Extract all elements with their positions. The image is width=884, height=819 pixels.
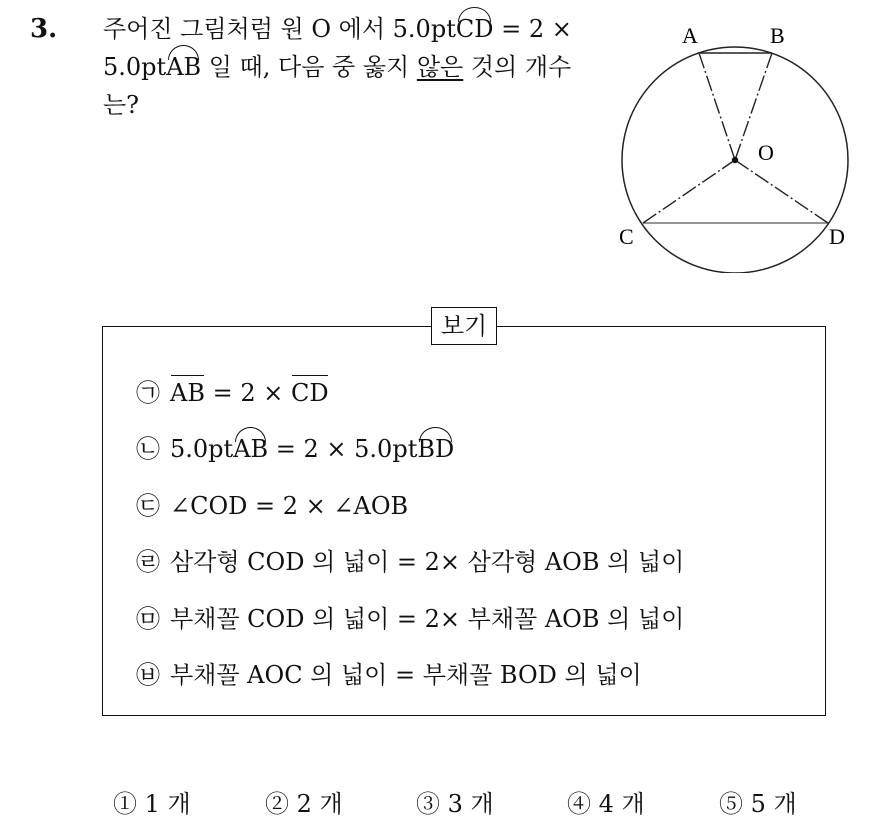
radius-oa — [699, 53, 735, 160]
label-c: C — [619, 224, 634, 249]
segment-ab: AB — [170, 379, 205, 407]
choice-marker: ② — [265, 790, 289, 818]
choice-1[interactable] — [113, 784, 191, 819]
bogi-item-6 — [136, 660, 642, 690]
question-text: 주어진 그림처럼 원 O 에서 5.0pt — [103, 15, 456, 43]
item-text: 부채꼴 COD 의 넓이 = 2× 부채꼴 AOB 의 넓이 — [170, 605, 685, 633]
bogi-item-4 — [136, 547, 684, 577]
choice-4[interactable] — [567, 784, 645, 819]
arc-ab: AB — [166, 53, 202, 81]
item-marker: ㉥ — [136, 661, 160, 689]
item-text: 5.0pt — [170, 435, 234, 463]
item-text: = 2 × — [204, 379, 291, 407]
question-text: 5.0pt — [103, 53, 167, 81]
question-number: 3. — [30, 14, 58, 44]
choice-marker: ⑤ — [719, 790, 743, 818]
label-o: O — [758, 140, 774, 165]
choice-5[interactable] — [719, 784, 797, 819]
question-line-3: 는? — [103, 91, 140, 119]
item-text: 삼각형 COD 의 넓이 = 2× 삼각형 AOB 의 넓이 — [170, 548, 685, 576]
arc-cd: CD — [455, 15, 494, 43]
item-text: = 2 × 5.0pt — [268, 435, 418, 463]
item-marker: ㉢ — [136, 492, 160, 520]
circle-figure — [610, 18, 870, 273]
choice-2[interactable] — [265, 784, 343, 819]
radius-od — [735, 160, 828, 223]
question-line-2 — [103, 52, 571, 82]
choice-label: 1 개 — [144, 790, 191, 818]
item-marker: ㉠ — [136, 379, 160, 407]
underlined-word: 않은 — [416, 53, 464, 81]
question-text: 일 때, 다음 중 옳지 — [201, 53, 417, 81]
item-text: 부채꼴 AOC 의 넓이 = 부채꼴 BOD 의 넓이 — [170, 661, 642, 689]
choice-label: 2 개 — [296, 790, 343, 818]
choice-label: 4 개 — [598, 790, 645, 818]
segment-cd: CD — [290, 379, 329, 407]
bogi-item-3 — [136, 491, 408, 521]
item-text: ∠COD = 2 × ∠AOB — [170, 492, 409, 520]
label-a: A — [682, 23, 698, 48]
item-marker: ㉤ — [136, 605, 160, 633]
choice-3[interactable] — [416, 784, 494, 819]
choice-label: 5 개 — [750, 790, 797, 818]
bogi-item-2 — [136, 434, 454, 464]
question-text: = 2 × — [493, 15, 572, 43]
question-line-1 — [103, 14, 572, 44]
question-text: 것의 개수 — [463, 53, 572, 81]
arc-bd: BD — [417, 435, 455, 463]
label-b: B — [770, 23, 785, 48]
choice-marker: ① — [113, 790, 137, 818]
label-d: D — [829, 224, 845, 249]
choice-label: 3 개 — [447, 790, 494, 818]
choice-marker: ③ — [416, 790, 440, 818]
arc-ab: AB — [233, 435, 269, 463]
item-marker: ㉡ — [136, 435, 160, 463]
center-point — [732, 157, 738, 163]
bogi-item-5 — [136, 604, 684, 634]
item-marker: ㉣ — [136, 548, 160, 576]
bogi-item-1 — [136, 378, 329, 408]
bogi-title: 보기 — [431, 307, 497, 345]
radius-oc — [643, 160, 735, 223]
choice-marker: ④ — [567, 790, 591, 818]
